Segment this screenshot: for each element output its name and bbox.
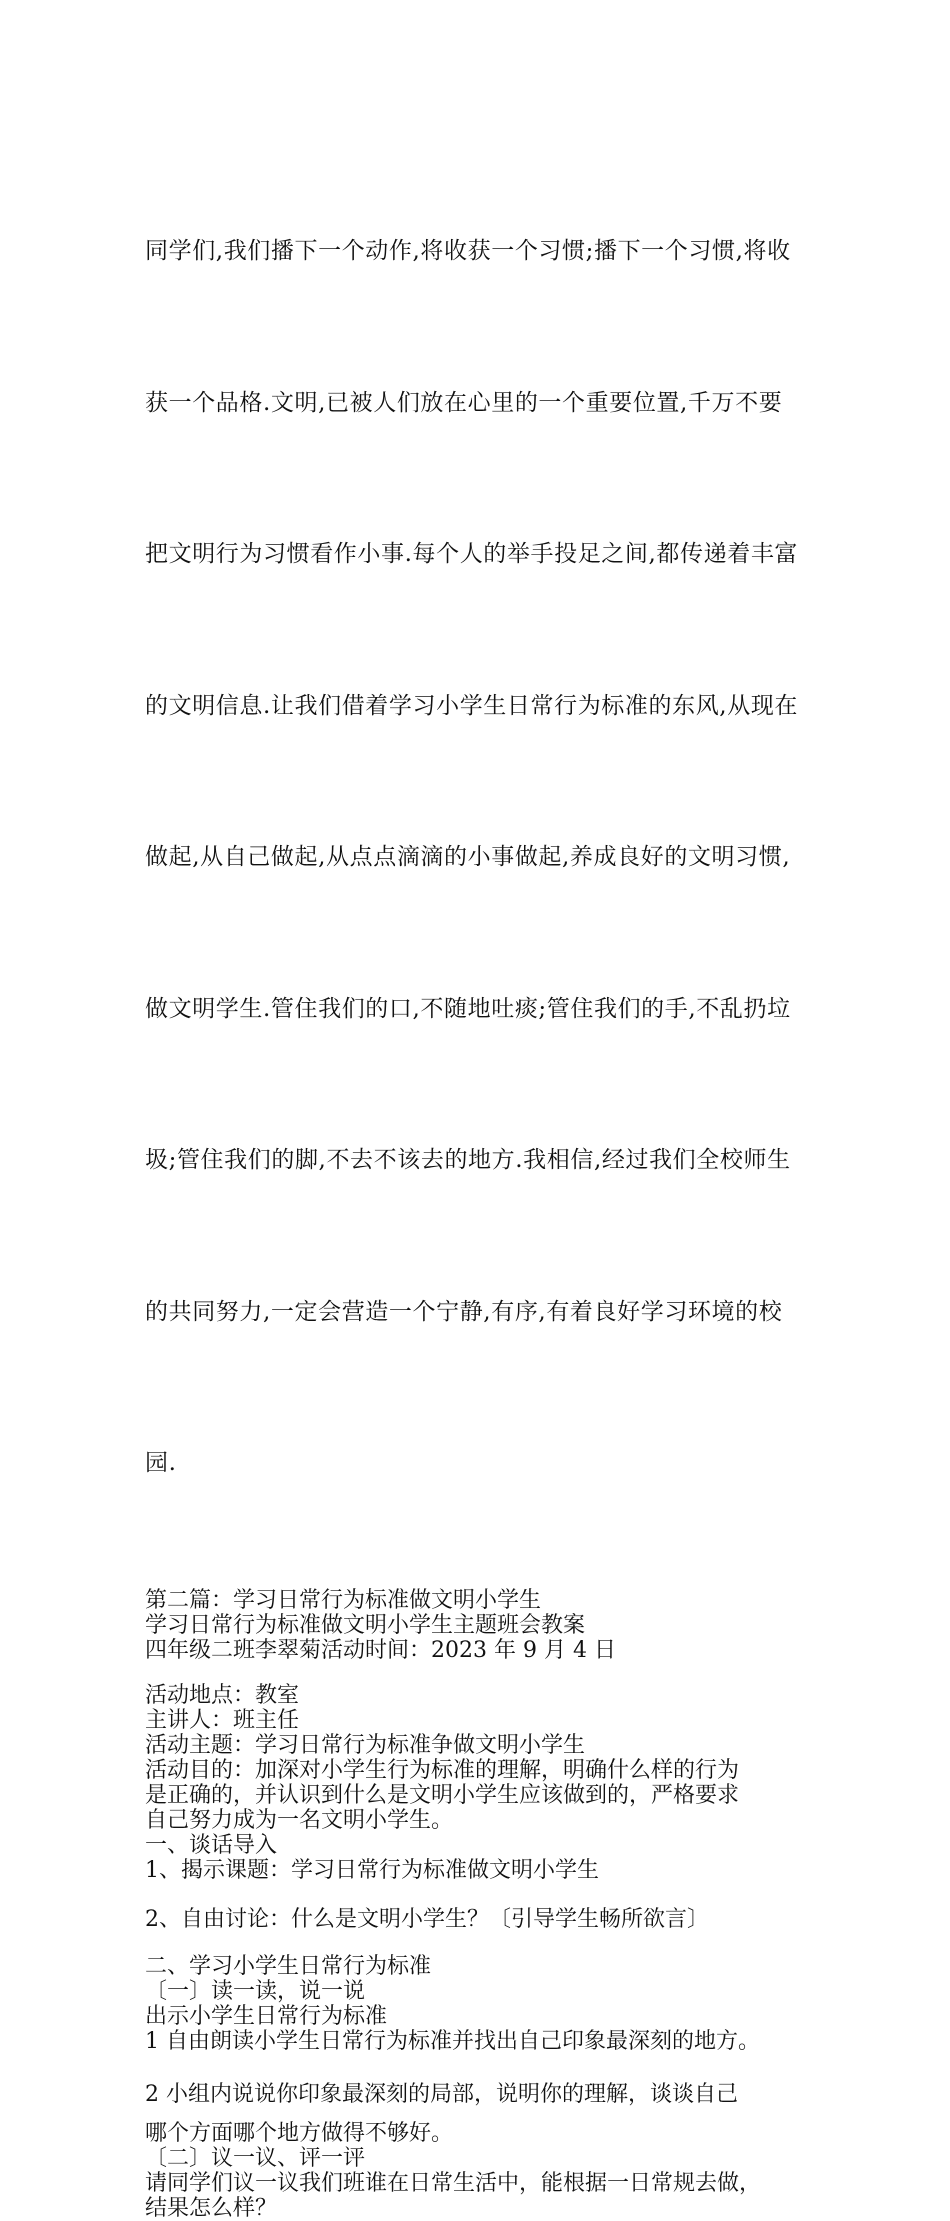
intro-item-discussion: 2、自由讨论：什么是文明小学生？〔引导学生畅所欲言〕	[145, 1906, 709, 1932]
activity-location: 活动地点：教室	[145, 1682, 300, 1708]
paragraph-line: 圾;管住我们的脚,不去不该去的地方.我相信,经过我们全校师生	[145, 1147, 791, 1173]
paragraph-line: 园.	[145, 1450, 177, 1476]
paragraph-line: 把文明行为习惯看作小事.每个人的举手投足之间,都传递着丰富	[145, 541, 799, 567]
chapter-heading: 第二篇：学习日常行为标准做文明小学生	[145, 1587, 542, 1613]
lesson-plan-title: 学习日常行为标准做文明小学生主题班会教案	[145, 1612, 586, 1638]
paragraph-line: 的共同努力,一定会营造一个宁静,有序,有着良好学习环境的校	[145, 1298, 783, 1325]
paragraph-line: 获一个品格.文明,已被人们放在心里的一个重要位置,千万不要	[145, 389, 783, 416]
speech-paragraph	[145, 125, 815, 1590]
paragraph-line: 的文明信息.让我们借着学习小学生日常行为标准的东风,从现在	[145, 692, 799, 719]
paragraph-line: 做起,从自己做起,从点点滴滴的小事做起,养成良好的文明习惯,	[145, 844, 791, 870]
section-heading-standards: 二、学习小学生日常行为标准	[145, 1953, 432, 1979]
class-and-time: 四年级二班李翠菊活动时间：2023 年 9 月 4 日	[145, 1637, 616, 1663]
intro-item-topic: 1、揭示课题：学习日常行为标准做文明小学生	[145, 1857, 599, 1883]
activity-speaker: 主讲人：班主任	[145, 1707, 300, 1733]
discuss-line: 结果怎么样？	[145, 2195, 278, 2221]
section-heading-intro: 一、谈话导入	[145, 1832, 278, 1858]
document-page	[145, 125, 815, 2221]
step-group-talk: 2 小组内说说你印象最深刻的局部，说明你的理解，谈谈自己	[145, 2081, 738, 2107]
paragraph-line: 同学们,我们播下一个动作,将收获一个习惯;播下一个习惯,将收	[145, 238, 791, 264]
subsection-read: 〔一〕读一读，说一说	[145, 1978, 366, 2004]
step-group-talk-cont: 哪个方面哪个地方做得不够好。	[145, 2120, 454, 2146]
activity-purpose-line: 自己努力成为一名文明小学生。	[145, 1807, 454, 1833]
activity-theme: 活动主题：学习日常行为标准争做文明小学生	[145, 1732, 586, 1758]
activity-purpose-line: 活动目的：加深对小学生行为标准的理解，明确什么样的行为	[145, 1757, 740, 1783]
subsection-discuss: 〔二〕议一议、评一评	[145, 2145, 366, 2171]
discuss-line: 请同学们议一议我们班谁在日常生活中，能根据一日常规去做，	[145, 2170, 762, 2196]
step-read-aloud: 1 自由朗读小学生日常行为标准并找出自己印象最深刻的地方。	[145, 2028, 760, 2054]
paragraph-line: 做文明学生.管住我们的口,不随地吐痰;管住我们的手,不乱扔垃	[145, 995, 791, 1022]
show-standards: 出示小学生日常行为标准	[145, 2003, 388, 2029]
activity-purpose-line: 是正确的，并认识到什么是文明小学生应该做到的，严格要求	[145, 1782, 740, 1808]
